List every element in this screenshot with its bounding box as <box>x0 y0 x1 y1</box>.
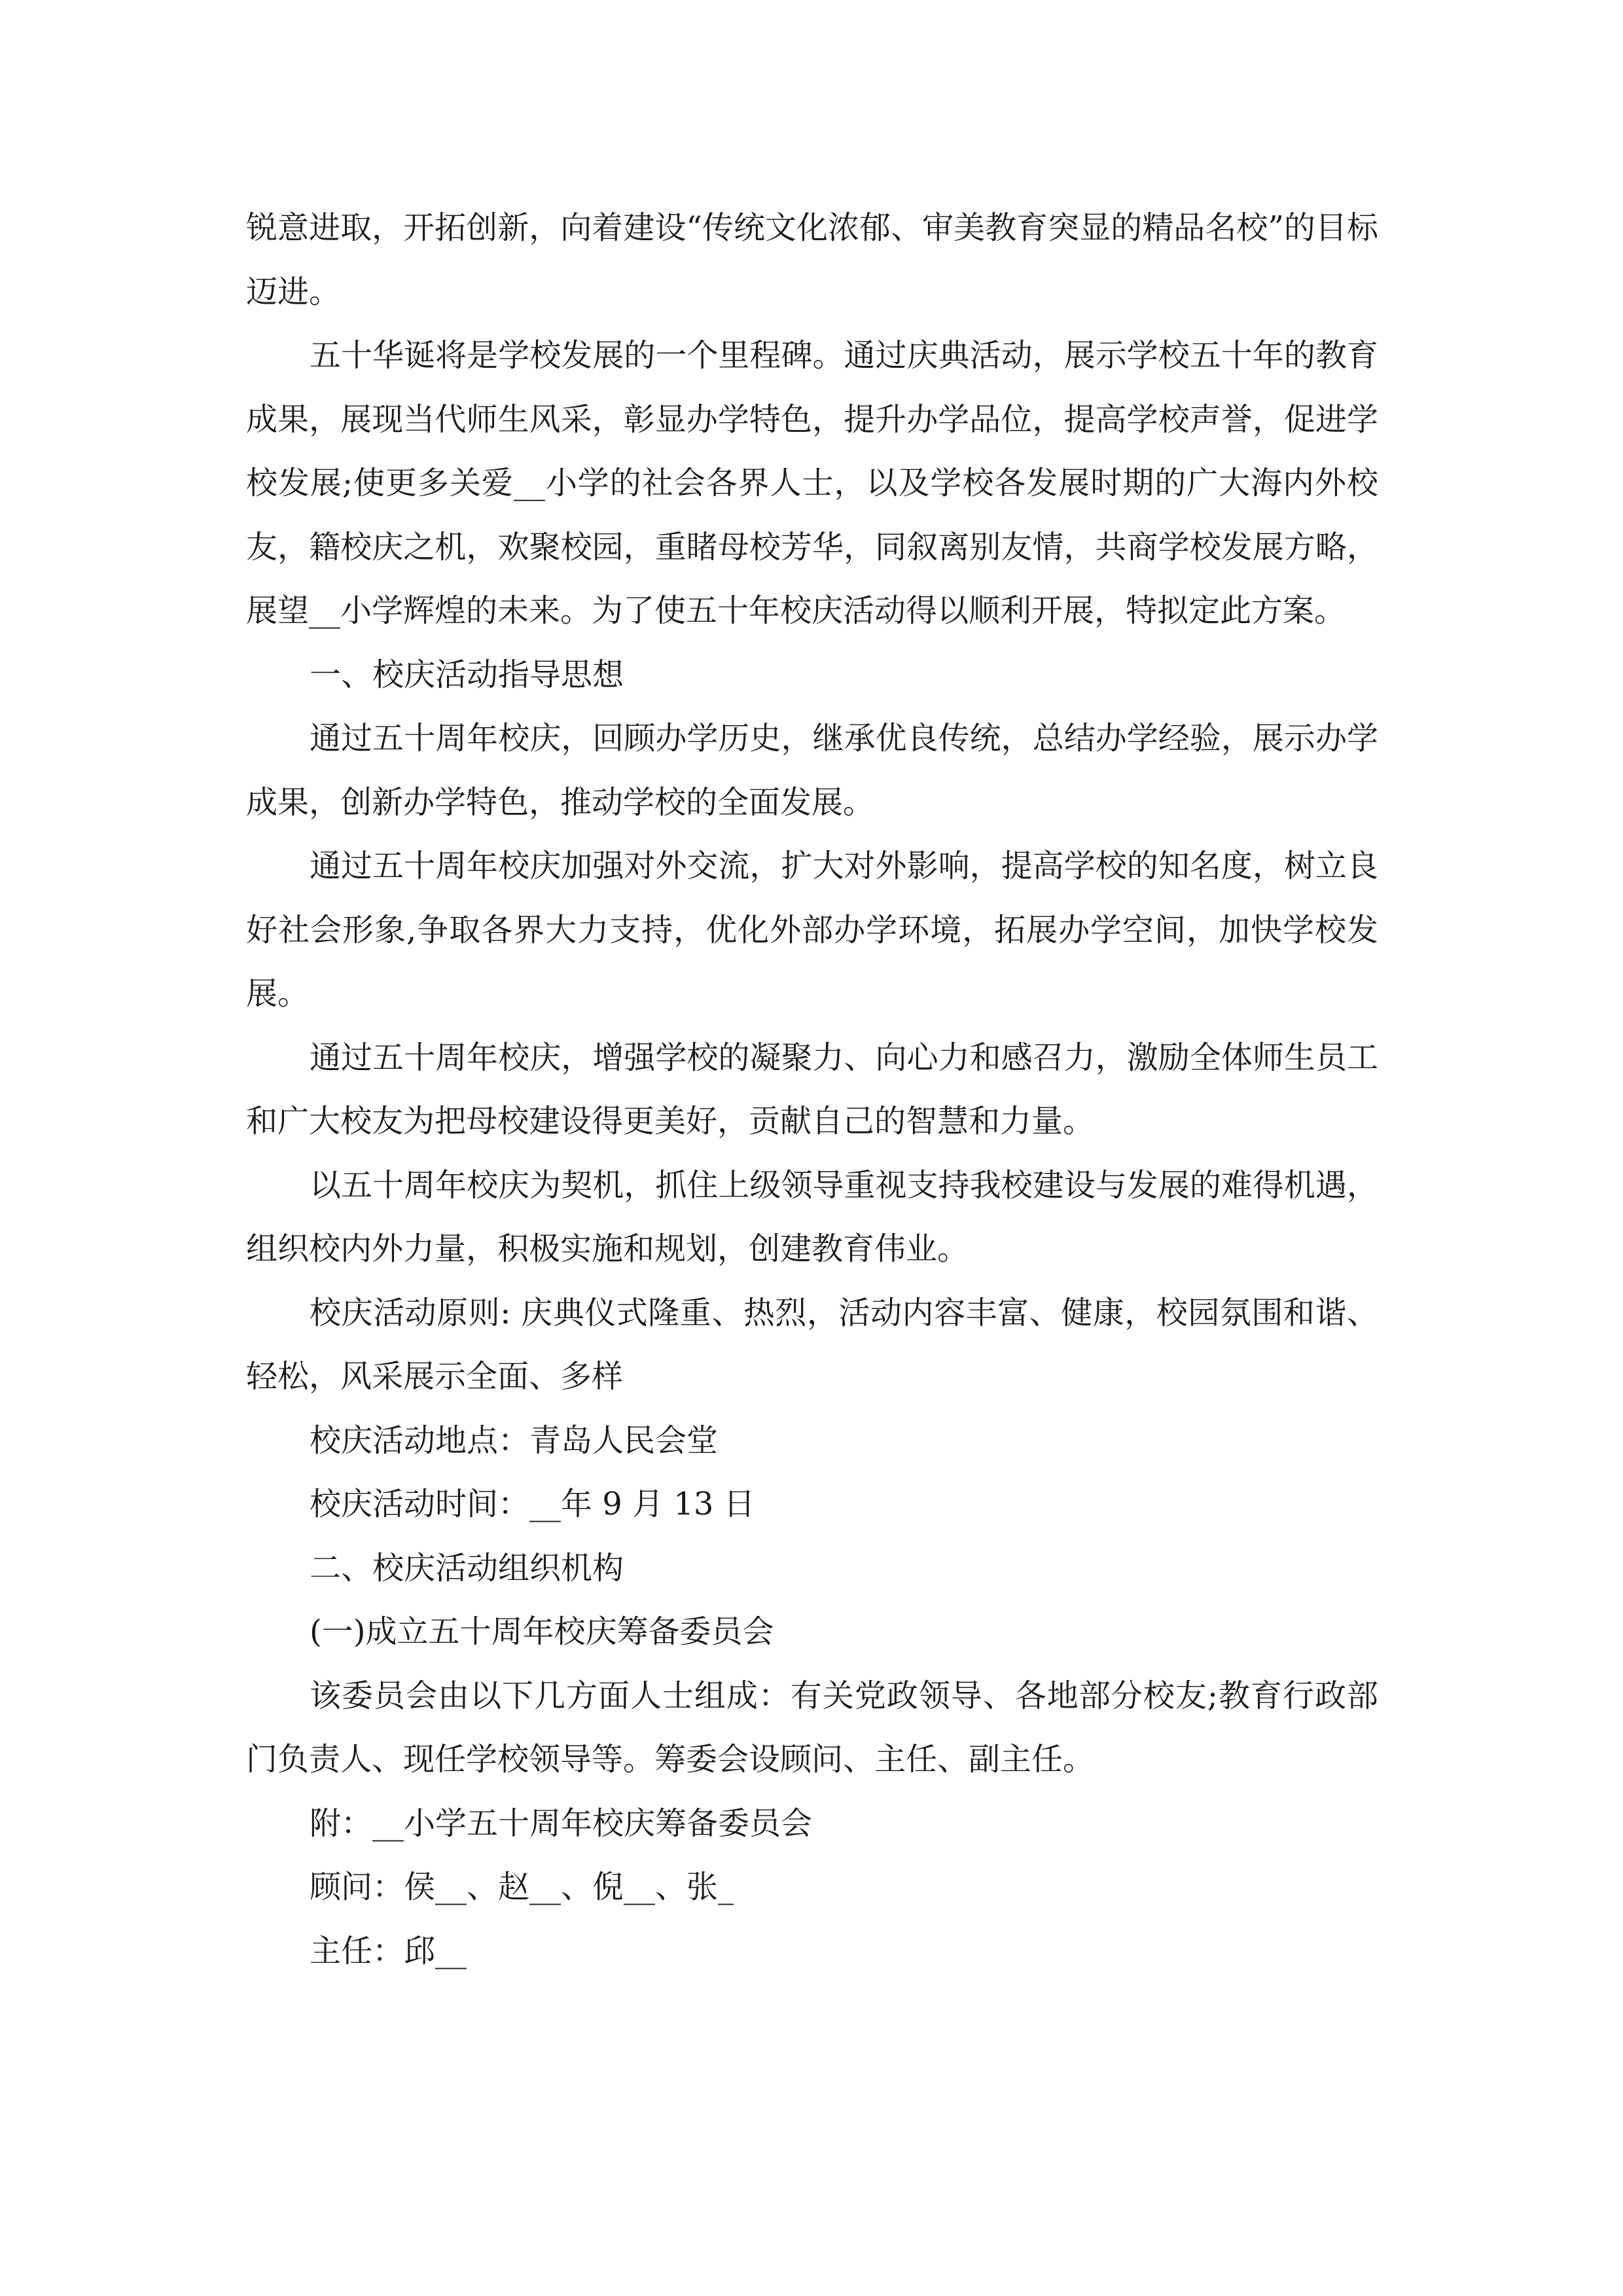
paragraph-guiding-point-3: 通过五十周年校庆，增强学校的凝聚力、向心力和感召力，激励全体师生员工和广大校友为把母校建设得更美好，贡献自己的智慧和力量。 <box>246 1039 1378 1139</box>
section-heading-organization: 二、校庆活动组织机构 <box>310 1549 624 1587</box>
paragraph-goal-continuation: 锐意进取，开拓创新，向着建设“传统文化浓郁、审美教育突显的精品名校”的目标迈进。 <box>246 209 1378 310</box>
paragraph-advisors: 顾问：侯__、赵__、倪__、张_ <box>310 1869 734 1905</box>
paragraph-appendix-title: 附：__小学五十周年校庆筹备委员会 <box>310 1804 813 1842</box>
paragraph-guiding-point-4: 以五十周年校庆为契机，抓住上级领导重视支持我校建设与发展的难得机遇，组织校内外力量，积极实施和规划，创建教育伟业。 <box>246 1166 1378 1267</box>
paragraph-committee-composition: 该委员会由以下几方面人士组成：有关党政领导、各地部分校友;教育行政部门负责人、现任学校领导等。筹委会设顾问、主任、副主任。 <box>246 1677 1378 1778</box>
paragraph-activity-location: 校庆活动地点：青岛人民会堂 <box>310 1422 719 1459</box>
paragraph-activity-time: 校庆活动时间：__年 9 月 13 日 <box>310 1486 755 1522</box>
paragraph-activity-principles: 校庆活动原则: 庆典仪式隆重、热烈，活动内容丰富、健康，校园氛围和谐、轻松，风采展示全面、多样 <box>246 1294 1378 1395</box>
section-heading-guiding-ideology: 一、校庆活动指导思想 <box>310 656 624 693</box>
paragraph-anniversary-intro: 五十华诞将是学校发展的一个里程碑。通过庆典活动，展示学校五十年的教育成果，展现当代师生风采，彰显办学特色，提升办学品位，提高学校声誉，促进学校发展;使更多关爱__小学的社会各界人士，以及学校各发展时期的广大海内外校友，籍校庆之机，欢聚校园，重睹母校芳华，同叙离别友情，共商学校发展方略，展望__小学辉煌的未来。为了使五十年校庆活动得以顺利开展，特拟定此方案。 <box>246 337 1378 629</box>
paragraph-director: 主任：邱__ <box>310 1932 467 1969</box>
paragraph-guiding-point-1: 通过五十周年校庆，回顾办学历史，继承优良传统，总结办学经验，展示办学成果，创新办学特色，推动学校的全面发展。 <box>246 720 1378 821</box>
document-body <box>246 196 1378 1983</box>
subsection-heading-committee: (一)成立五十周年校庆筹备委员会 <box>310 1613 774 1650</box>
paragraph-guiding-point-2: 通过五十周年校庆加强对外交流，扩大对外影响，提高学校的知名度，树立良好社会形象,争取各界大力支持，优化外部办学环境，拓展办学空间，加快学校发展。 <box>246 848 1378 1012</box>
